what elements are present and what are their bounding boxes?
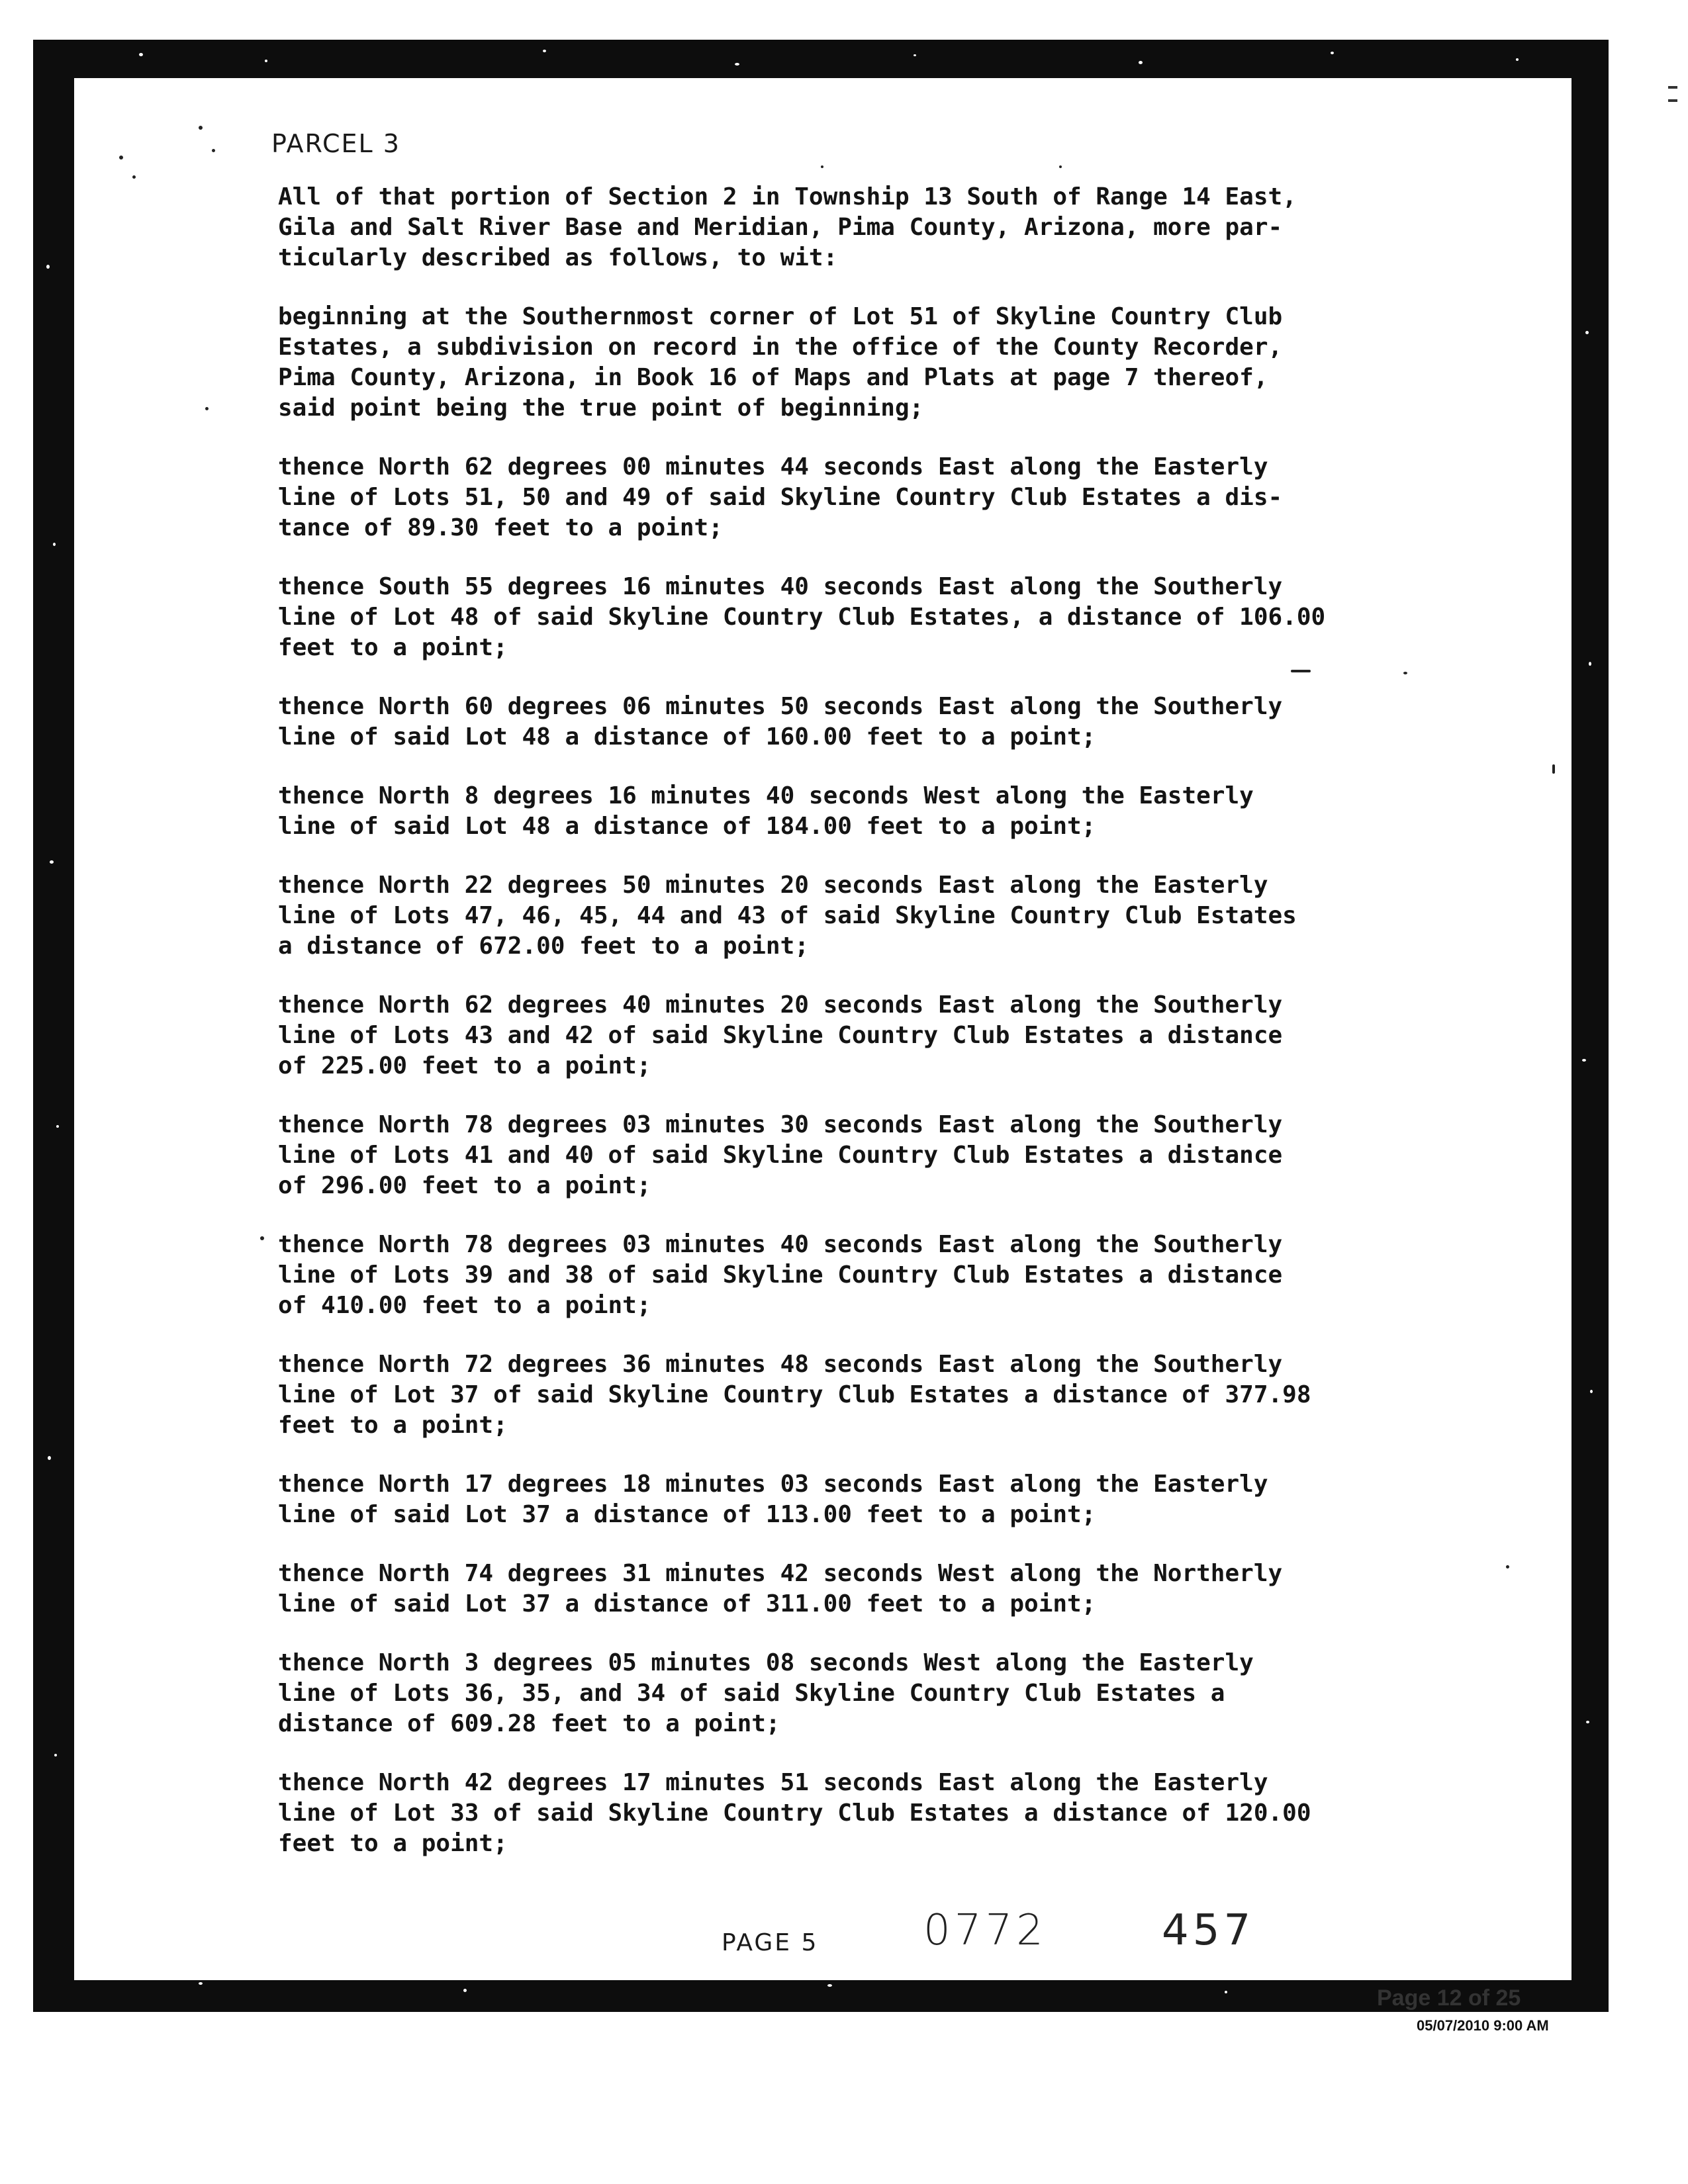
description-course: thence North 72 degrees 36 minutes 48 seconds East along the Southerly line of Lot 37 of said Skyline Country Club Estates a distance of 377.98 feet to a point; xyxy=(278,1351,1311,1439)
description-course: thence North 78 degrees 03 minutes 30 seconds East along the Southerly line of Lots 41 and 40 of said Skyline Country Club Estates a distance of 296.00 feet to a point; xyxy=(278,1111,1283,1199)
scan-timestamp: 05/07/2010 9:00 AM xyxy=(1417,2017,1549,2034)
description-course: thence North 60 degrees 06 minutes 50 seconds East along the Southerly line of said Lot 48 a distance of 160.00 feet to a point; xyxy=(278,693,1283,751)
recorded-page-number: 457 xyxy=(1162,1906,1255,1955)
parcel-heading: PARCEL 3 xyxy=(271,129,400,158)
description-course: thence North 8 degrees 16 minutes 40 seconds West along the Easterly line of said Lot 48 a distance of 184.00 feet to a point; xyxy=(278,782,1254,840)
book-number: 0772 xyxy=(923,1906,1047,1955)
description-course: thence North 78 degrees 03 minutes 40 seconds East along the Southerly line of Lots 39 and 38 of said Skyline Country Club Estates a distance of 410.00 feet to a point; xyxy=(278,1231,1283,1319)
description-course: thence North 42 degrees 17 minutes 51 seconds East along the Easterly line of Lot 33 of said Skyline Country Club Estates a distance of 120.00 feet to a point; xyxy=(278,1769,1311,1857)
description-course: thence North 62 degrees 40 minutes 20 seconds East along the Southerly line of Lots 43 and 42 of said Skyline Country Club Estates a distance of 225.00 feet to a point; xyxy=(278,991,1283,1079)
margin-tick-top xyxy=(1668,86,1677,89)
description-point-of-beginning: beginning at the Southernmost corner of Lot 51 of Skyline Country Club Estates, a subdivision on record in the office of the County Recorder, Pima County, Arizona, in Book 16 of Maps and Plats at page 7 thereof, said point being the true point of beginning; xyxy=(278,303,1283,422)
margin-tick-mid xyxy=(1668,99,1677,102)
page-label: PAGE 5 xyxy=(722,1929,819,1956)
description-course: thence South 55 degrees 16 minutes 40 seconds East along the Southerly line of Lot 48 of said Skyline Country Club Estates, a distance of 106.00 feet to a point; xyxy=(278,573,1326,661)
description-intro: All of that portion of Section 2 in Township 13 South of Range 14 East, Gila and Salt River Base and Meridian, Pima County, Arizona, more par- ticularly described as follows, to wit: xyxy=(278,183,1297,271)
legal-description xyxy=(278,182,1403,1888)
description-course: thence North 62 degrees 00 minutes 44 seconds East along the Easterly line of Lots 51, 50 and 49 of said Skyline Country Club Estates a dis- tance of 89.30 feet to a point; xyxy=(278,453,1283,541)
scan-page-of: Page 12 of 25 xyxy=(1377,1985,1521,2011)
description-course: thence North 74 degrees 31 minutes 42 seconds West along the Northerly line of said Lot 37 a distance of 311.00 feet to a point; xyxy=(278,1560,1283,1617)
description-course: thence North 17 degrees 18 minutes 03 seconds East along the Easterly line of said Lot 37 a distance of 113.00 feet to a point; xyxy=(278,1471,1268,1528)
description-course: thence North 22 degrees 50 minutes 20 seconds East along the Easterly line of Lots 47, 46, 45, 44 and 43 of said Skyline Country Club Estates a distance of 672.00 feet to a point; xyxy=(278,872,1297,960)
description-course: thence North 3 degrees 05 minutes 08 seconds West along the Easterly line of Lots 36, 35, and 34 of said Skyline Country Club Estates a distance of 609.28 feet to a point; xyxy=(278,1649,1254,1737)
